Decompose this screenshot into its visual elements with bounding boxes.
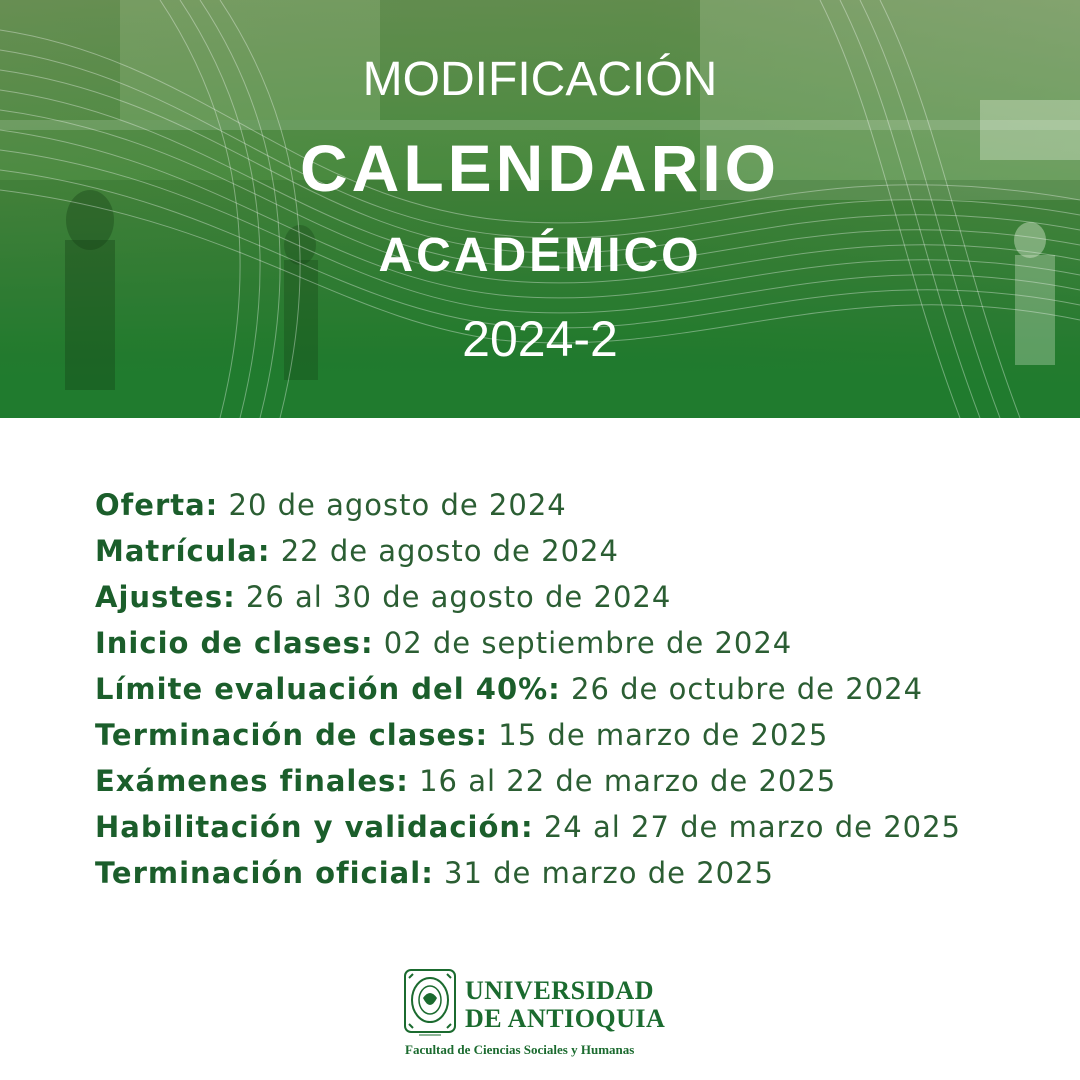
schedule-row-terminacion-clases (95, 714, 1055, 760)
schedule-value: 26 al 30 de agosto de 2024 (235, 580, 672, 614)
schedule-value: 20 de agosto de 2024 (218, 488, 567, 522)
schedule-list (95, 484, 1055, 898)
schedule-label: Matrícula: (95, 534, 271, 568)
schedule-label: Inicio de clases: (95, 626, 374, 660)
schedule-value: 26 de octubre de 2024 (560, 672, 924, 706)
faculty-name: Facultad de Ciencias Sociales y Humanas (405, 1042, 635, 1057)
university-name-line2: DE ANTIOQUIA (465, 1004, 666, 1033)
university-seal-icon (403, 968, 457, 1038)
schedule-value: 02 de septiembre de 2024 (373, 626, 793, 660)
schedule-row-habilitacion (95, 806, 1055, 852)
schedule-label: Habilitación y validación: (95, 810, 534, 844)
schedule-label: Límite evaluación del 40%: (95, 672, 561, 706)
schedule-label: Terminación de clases: (95, 718, 489, 752)
schedule-row-ajustes (95, 576, 1055, 622)
schedule-label: Ajustes: (95, 580, 236, 614)
university-name-line1: UNIVERSIDAD (465, 976, 654, 1005)
schedule-label: Oferta: (95, 488, 219, 522)
schedule-row-terminacion-oficial (95, 852, 1055, 898)
schedule-label: Exámenes finales: (95, 764, 409, 798)
title-calendario: CALENDARIO (300, 131, 780, 205)
title-academico: ACADÉMICO (378, 229, 702, 282)
schedule-value: 31 de marzo de 2025 (433, 856, 775, 890)
schedule-label: Terminación oficial: (95, 856, 434, 890)
hero-banner (0, 0, 1080, 418)
title-modificacion: MODIFICACIÓN (362, 53, 718, 106)
schedule-row-oferta (95, 484, 1055, 530)
schedule-value: 15 de marzo de 2025 (488, 718, 829, 752)
schedule-value: 22 de agosto de 2024 (270, 534, 619, 568)
university-logo (403, 968, 683, 1068)
schedule-value: 16 al 22 de marzo de 2025 (408, 764, 837, 798)
schedule-row-inicio (95, 622, 1055, 668)
title-period: 2024-2 (462, 311, 618, 367)
schedule-row-examenes (95, 760, 1055, 806)
schedule-value: 24 al 27 de marzo de 2025 (533, 810, 962, 844)
schedule-row-limite (95, 668, 1055, 714)
schedule-row-matricula (95, 530, 1055, 576)
